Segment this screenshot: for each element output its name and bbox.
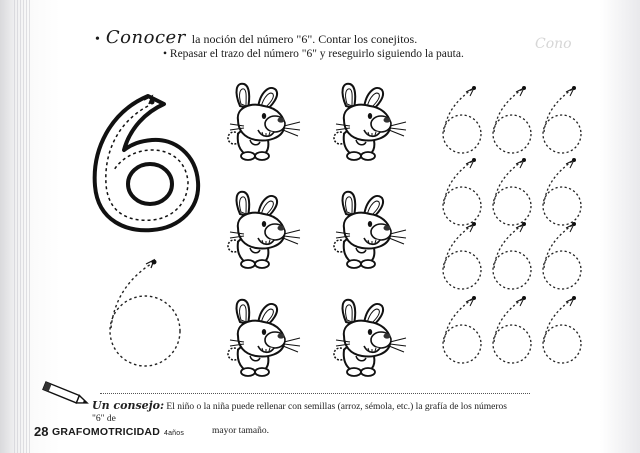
tip-divider: [100, 393, 530, 394]
practice-six: [493, 296, 531, 363]
instruction-line-2: Repasar el trazo del número "6" y reseguirlo siguiendo la pauta.: [169, 48, 464, 60]
bullet-icon: •: [95, 32, 100, 47]
practice-six: [443, 296, 481, 363]
tip-text-continuation: mayor tamaño.: [212, 426, 269, 436]
practice-six: [543, 158, 581, 225]
bunny-illustration: [228, 192, 300, 268]
practice-six: [443, 158, 481, 225]
big-six-outline: [95, 96, 198, 230]
bunny-grid: [228, 84, 406, 376]
practice-six: [543, 86, 581, 153]
brand-footer: [52, 426, 184, 438]
bunny-illustration: [334, 192, 406, 268]
practice-six: [443, 222, 481, 289]
practice-sixes-grid: [443, 86, 581, 363]
bleed-through-heading: Cono: [535, 36, 572, 52]
practice-six: [443, 86, 481, 153]
bunny-illustration: [228, 84, 300, 160]
pencil-icon: [43, 382, 89, 407]
instruction-line-1: la noción del número "6". Contar los conejitos.: [191, 32, 418, 46]
practice-six: [543, 296, 581, 363]
practice-six: [543, 222, 581, 289]
dotted-six-guide: [110, 260, 180, 367]
practice-six: [493, 158, 531, 225]
practice-six: [493, 86, 531, 153]
tip-text: El niño o la niña puede rellenar con semillas (arroz, sémola, etc.) la grafía de los números "6" de: [92, 402, 507, 424]
practice-six: [493, 222, 531, 289]
brand-name: GRAFOMOTRICIDAD: [52, 426, 160, 438]
bunny-illustration: [334, 300, 406, 376]
bunny-illustration: [228, 300, 300, 376]
age-label: 4años: [164, 430, 185, 437]
bunny-illustration: [334, 84, 406, 160]
tip-label: Un consejo:: [92, 399, 165, 412]
page-number: 28: [34, 424, 49, 439]
instruction-keyword: Conocer: [105, 27, 186, 48]
bullet-icon: •: [163, 48, 168, 60]
